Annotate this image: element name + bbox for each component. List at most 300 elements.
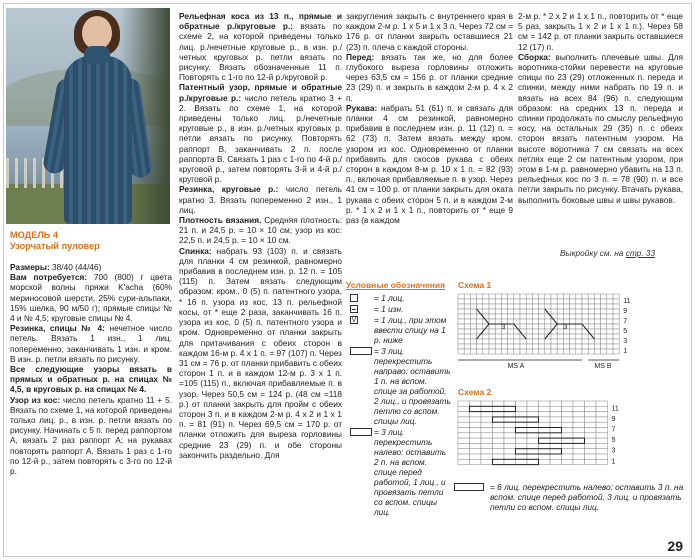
chart-cell bbox=[489, 319, 495, 324]
text-column-3 bbox=[346, 11, 513, 225]
legend-item bbox=[346, 346, 451, 426]
paragraph-heading: Резинка, круговые р.: bbox=[179, 184, 279, 195]
chart-cell bbox=[481, 406, 493, 411]
paragraph-text: 2-м р. * 2 х 2 и 1 х 1 п., повторить от * еще 5 раз, закрыть 1 х 2 и 1 х 1 п.). Через 58 см = 142 р. от планки закрыть оставшиеся 12 (17) п. bbox=[518, 11, 683, 52]
chart-cell bbox=[585, 422, 597, 427]
chart-cell bbox=[539, 344, 545, 349]
chart-cell bbox=[489, 304, 495, 309]
chart-cell bbox=[539, 417, 551, 422]
row-number-label: 1 bbox=[623, 348, 628, 355]
chart-cell bbox=[477, 339, 483, 344]
chart-cell bbox=[526, 349, 532, 354]
chart-cell bbox=[458, 422, 470, 427]
chart-cell bbox=[539, 459, 551, 464]
chart-cell bbox=[550, 401, 562, 406]
chart-cell bbox=[563, 304, 569, 309]
chart-cell bbox=[526, 329, 532, 334]
chart-cell bbox=[481, 433, 493, 438]
row-number-label: 5 bbox=[611, 437, 616, 445]
chart-cell bbox=[481, 401, 493, 406]
row-number-label: 1 bbox=[611, 458, 616, 466]
chart-cell bbox=[585, 401, 597, 406]
chart-cell bbox=[532, 324, 538, 329]
chart-cell bbox=[520, 324, 526, 329]
chart-cell bbox=[458, 299, 464, 304]
chart-cell bbox=[504, 412, 516, 417]
chart-cell bbox=[562, 443, 574, 448]
chart-cell bbox=[458, 334, 464, 339]
chart-cell bbox=[562, 433, 574, 438]
chart-cell bbox=[504, 449, 516, 454]
paragraph bbox=[10, 262, 172, 272]
chart-cell bbox=[470, 324, 476, 329]
chart-cell bbox=[607, 329, 613, 334]
chart-cell bbox=[514, 339, 520, 344]
chart-cell bbox=[464, 294, 470, 299]
chart-cell bbox=[458, 314, 464, 319]
chart-cell bbox=[526, 309, 532, 314]
chart-cell bbox=[514, 294, 520, 299]
chart-cell bbox=[458, 304, 464, 309]
chart-cell bbox=[470, 299, 476, 304]
paragraph-text: нечетное число петель. Вязать 1 изн., 1 лиц. попеременно, заканчивать 1 изн. и кром. В изн. р. петли вязать по рисунку. bbox=[10, 323, 172, 364]
chart-cell bbox=[550, 454, 562, 459]
chart-cell bbox=[576, 334, 582, 339]
chart-cell bbox=[557, 299, 563, 304]
chart-cell bbox=[551, 344, 557, 349]
chart-cell bbox=[470, 433, 482, 438]
chart-cell bbox=[489, 344, 495, 349]
chart-cell bbox=[601, 339, 607, 344]
chart-cell bbox=[493, 406, 505, 411]
pattern-reference bbox=[560, 248, 655, 258]
chart-cell bbox=[470, 422, 482, 427]
chart-cell bbox=[458, 417, 470, 422]
chart-cell bbox=[596, 422, 608, 427]
paragraph-heading: Узор из кос: bbox=[10, 394, 61, 405]
paragraph-heading: Сборка: bbox=[518, 51, 551, 62]
chart-cell bbox=[570, 329, 576, 334]
chart-cell bbox=[588, 294, 594, 299]
chart-cell bbox=[493, 412, 505, 417]
chart-cell bbox=[539, 329, 545, 334]
chart-cell bbox=[613, 309, 619, 314]
chart-cell bbox=[601, 334, 607, 339]
chart-cell bbox=[557, 309, 563, 314]
chart-cell bbox=[545, 349, 551, 354]
chart-cell bbox=[573, 417, 585, 422]
stitch-symbol-icon bbox=[350, 428, 372, 436]
chart-cell bbox=[481, 417, 493, 422]
chart-cell bbox=[495, 304, 501, 309]
chart-cell bbox=[562, 459, 574, 464]
chart-cell bbox=[562, 417, 574, 422]
chart-cell bbox=[527, 422, 539, 427]
chart-cell bbox=[489, 329, 495, 334]
chart-cell bbox=[458, 406, 470, 411]
paragraph bbox=[346, 11, 513, 52]
chart-cell bbox=[470, 401, 482, 406]
chart-cell bbox=[570, 309, 576, 314]
paragraph-text: Средняя плотность: 21 п. и 24,5 р. = 10 × 10 см; узор из кос: 22,5 п. и 24,5 р. = 10 × 10 см. bbox=[179, 215, 342, 246]
chart-cell bbox=[607, 304, 613, 309]
chart-cell bbox=[458, 324, 464, 329]
chart-cell bbox=[563, 314, 569, 319]
chart-cell bbox=[573, 406, 585, 411]
chart-cell bbox=[607, 319, 613, 324]
paragraph-text: число петель кратно 3 + 2. Вязать по схеме 1, на которой приведены только лиц. р./нечетные круговые р., в изн. р./четных круговых р. петли вязать по рисунку. Повторять раппорт В, заканчивать 2 п. после раппорта В. Связать 1 раз с 1-го по 4-й р./круговой р., затем повторять 3-й и 4-й р./круговой р. bbox=[179, 92, 342, 185]
chart-cell bbox=[613, 294, 619, 299]
chart-cell bbox=[532, 334, 538, 339]
chart-cell bbox=[520, 314, 526, 319]
chart-cell bbox=[493, 422, 505, 427]
paragraph bbox=[10, 272, 172, 323]
chart-cell bbox=[495, 294, 501, 299]
chart-cell bbox=[601, 324, 607, 329]
chart-cell bbox=[582, 349, 588, 354]
chart-cell bbox=[458, 294, 464, 299]
chart-cell bbox=[470, 443, 482, 448]
chart-cell bbox=[582, 334, 588, 339]
chart-cell bbox=[520, 344, 526, 349]
chart-cell bbox=[483, 334, 489, 339]
chart-cell bbox=[493, 454, 505, 459]
chart-cell bbox=[550, 443, 562, 448]
chart-cell bbox=[585, 406, 597, 411]
chart-cell bbox=[527, 438, 539, 443]
chart-cell bbox=[585, 454, 597, 459]
text-column-1 bbox=[10, 262, 172, 476]
chart-cell bbox=[562, 438, 574, 443]
chart-cell bbox=[545, 324, 551, 329]
chart-cell bbox=[613, 304, 619, 309]
chart-cell bbox=[526, 339, 532, 344]
chart-cell bbox=[539, 299, 545, 304]
chart-cell bbox=[520, 309, 526, 314]
chart-cell bbox=[483, 309, 489, 314]
cable-6-icon bbox=[454, 483, 484, 491]
chart-cell bbox=[501, 309, 507, 314]
chart-cell bbox=[550, 433, 562, 438]
chart-cell bbox=[516, 459, 528, 464]
chart-cell bbox=[585, 417, 597, 422]
chart-cell bbox=[613, 324, 619, 329]
chart-cell bbox=[576, 309, 582, 314]
chart-cell bbox=[582, 309, 588, 314]
chart-cell bbox=[551, 309, 557, 314]
chart-cell bbox=[489, 299, 495, 304]
chart-cell bbox=[508, 334, 514, 339]
chart-cell bbox=[458, 412, 470, 417]
photo-face bbox=[82, 16, 112, 50]
chart-cell bbox=[493, 417, 505, 422]
chart-cell bbox=[527, 433, 539, 438]
chart-cell bbox=[458, 349, 464, 354]
chart-cell bbox=[573, 443, 585, 448]
chart-cell bbox=[520, 339, 526, 344]
paragraph-heading: Размеры: bbox=[10, 262, 50, 272]
chart-cell bbox=[545, 319, 551, 324]
chart-cell bbox=[601, 304, 607, 309]
schema-2-title: Схема 2 bbox=[458, 387, 492, 397]
chart-cell bbox=[470, 406, 482, 411]
chart-cell bbox=[470, 438, 482, 443]
model-title: МОДЕЛЬ 4 bbox=[10, 230, 59, 240]
legend-list bbox=[346, 293, 451, 518]
chart-cell bbox=[539, 319, 545, 324]
chart-cell bbox=[596, 412, 608, 417]
chart-cell bbox=[562, 422, 574, 427]
chart-cell bbox=[596, 401, 608, 406]
chart-cell bbox=[458, 428, 470, 433]
chart-cell bbox=[516, 401, 528, 406]
chart-cell bbox=[483, 339, 489, 344]
chart-cell bbox=[594, 294, 600, 299]
paragraph bbox=[518, 11, 683, 52]
paragraph-text: закругления закрыть с внутреннего края в каждом 2-м р. 1 х 5 и 1 х 3 п. Через 72 см = 176 р. от планки закрыть оставшиеся 21 (23) п. плеча с каждой стороны. bbox=[346, 11, 513, 52]
chart-cell bbox=[576, 344, 582, 349]
chart-cell bbox=[527, 454, 539, 459]
chart-cell bbox=[520, 299, 526, 304]
paragraph-text: 38/40 (44/46) bbox=[49, 262, 102, 272]
chart-cell bbox=[516, 449, 528, 454]
chart-cell bbox=[570, 324, 576, 329]
chart-cell bbox=[508, 319, 514, 324]
schema-1-title: Схема 1 bbox=[458, 280, 492, 290]
chart-cell bbox=[464, 329, 470, 334]
chart-cell bbox=[557, 339, 563, 344]
chart-cell bbox=[470, 304, 476, 309]
chart-cell bbox=[607, 294, 613, 299]
chart-cell bbox=[458, 344, 464, 349]
model-photo bbox=[6, 8, 170, 224]
chart-cell bbox=[585, 443, 597, 448]
chart-cell bbox=[458, 459, 470, 464]
chart-cell bbox=[594, 344, 600, 349]
photo-collar bbox=[84, 46, 110, 64]
chart-cell bbox=[573, 401, 585, 406]
chart-cell bbox=[570, 339, 576, 344]
chart-cell bbox=[516, 406, 528, 411]
chart-cell bbox=[562, 454, 574, 459]
chart-cell bbox=[570, 294, 576, 299]
chart-cell bbox=[532, 339, 538, 344]
chart-cell bbox=[526, 334, 532, 339]
chart-cell bbox=[594, 299, 600, 304]
chart-cell bbox=[532, 319, 538, 324]
chart-cell bbox=[607, 349, 613, 354]
chart-cell bbox=[582, 294, 588, 299]
chart-cell bbox=[470, 329, 476, 334]
chart-cell bbox=[516, 443, 528, 448]
chart-cell bbox=[477, 344, 483, 349]
paragraph bbox=[10, 323, 172, 364]
chart-cell bbox=[596, 433, 608, 438]
chart-cell bbox=[516, 422, 528, 427]
chart-cell bbox=[493, 438, 505, 443]
chart-cell bbox=[527, 417, 539, 422]
chart-cell bbox=[481, 454, 493, 459]
chart-cell bbox=[582, 299, 588, 304]
chart-cell bbox=[493, 401, 505, 406]
chart-cell bbox=[563, 299, 569, 304]
chart-cell bbox=[576, 349, 582, 354]
chart-cell bbox=[501, 314, 507, 319]
chart-cell bbox=[557, 344, 563, 349]
schema-2-chart bbox=[456, 399, 682, 475]
chart-cell bbox=[477, 304, 483, 309]
chart-cell bbox=[470, 412, 482, 417]
row-number-label: 9 bbox=[611, 415, 616, 423]
paragraph-text: набрать 93 (103) п. и связать для планки 4 см резинкой, равномерно прибавив в последнем изн. р. 12 п. = 105 (115) п. Затем вязать следующим образом: кром., 0 (5) п. патентного узора, * 16 п. узора из кос, 13 п. рельефной косы, от * еще 2 раза, заканчивать 16 п. узора из кос, 0 (5) п. патентного узора и кром. Одновременно от планки закрыть для притачивания с обеих сторон в каждом 16-м р. 4 х 1 п. = 97 (107) п. Через 31 см = 76 р. от планки прибавить с обеих сторон 1 п. и в каждом 12-м р. 3 х 1 п. =105 (115) п., включая прибавляемые п. в узор. Через 50,5 см = 124 р. (48 см =118 р.) от планки закрыть для пройм с обеих сторон 3 п. и в каждом 2-м р. 4 х 2 и 1 х 1 п. = 81 (91) п. Через 69,5 см = 170 р. от планки отложить для выреза горловины средние 23 (29) п. и обе стороны закончить раздельно. Для bbox=[179, 245, 342, 460]
chart-cell bbox=[576, 329, 582, 334]
paragraph bbox=[179, 82, 342, 184]
chart-cell bbox=[489, 339, 495, 344]
legend-wide-cable bbox=[454, 482, 686, 512]
chart-cell bbox=[526, 319, 532, 324]
chart-cell bbox=[594, 319, 600, 324]
chart-cell bbox=[470, 428, 482, 433]
chart-cell bbox=[539, 422, 551, 427]
legend-item bbox=[346, 304, 451, 314]
chart-cell bbox=[582, 319, 588, 324]
chart-cell bbox=[573, 433, 585, 438]
row-number-label: 7 bbox=[611, 426, 616, 434]
chart-cell bbox=[481, 412, 493, 417]
paragraph bbox=[179, 184, 342, 215]
chart-cell bbox=[573, 438, 585, 443]
chart-cell bbox=[514, 299, 520, 304]
chart-cell bbox=[557, 334, 563, 339]
chart-cell bbox=[504, 406, 516, 411]
paragraph-heading: Перед: bbox=[346, 51, 375, 62]
chart-mark-label: 3 bbox=[501, 324, 506, 331]
chart-cell bbox=[520, 304, 526, 309]
chart-cell bbox=[576, 324, 582, 329]
chart-cell bbox=[596, 454, 608, 459]
chart-cell bbox=[527, 443, 539, 448]
chart-cell bbox=[516, 412, 528, 417]
chart-cell bbox=[557, 304, 563, 309]
paragraph bbox=[518, 52, 683, 205]
chart-cell bbox=[470, 344, 476, 349]
chart-cell bbox=[493, 433, 505, 438]
paragraph bbox=[179, 246, 342, 460]
chart-cell bbox=[527, 459, 539, 464]
chart-cell bbox=[539, 449, 551, 454]
chart-cell bbox=[504, 422, 516, 427]
chart-cell bbox=[495, 344, 501, 349]
chart-cell bbox=[588, 324, 594, 329]
chart-cell bbox=[493, 428, 505, 433]
chart-cell bbox=[562, 449, 574, 454]
chart-cell bbox=[550, 422, 562, 427]
chart-cell bbox=[516, 454, 528, 459]
chart-cell bbox=[588, 299, 594, 304]
chart-cell bbox=[508, 309, 514, 314]
chart-cell bbox=[527, 406, 539, 411]
chart-cell bbox=[573, 459, 585, 464]
chart-cell bbox=[526, 324, 532, 329]
chart-cell bbox=[576, 319, 582, 324]
chart-cell bbox=[613, 334, 619, 339]
chart-cell bbox=[557, 314, 563, 319]
chart-cell bbox=[562, 401, 574, 406]
chart-cell bbox=[477, 299, 483, 304]
chart-cell bbox=[596, 459, 608, 464]
chart-cell bbox=[594, 349, 600, 354]
chart-cell bbox=[516, 428, 528, 433]
chart-cell bbox=[562, 428, 574, 433]
chart-cell bbox=[582, 304, 588, 309]
chart-cell bbox=[594, 329, 600, 334]
chart-cell bbox=[508, 324, 514, 329]
chart-cell bbox=[585, 433, 597, 438]
chart-cell bbox=[527, 401, 539, 406]
legend-text: = 3 лиц. перекрестить налево: оставить 2 п. на вспом. спице перед работой, 1 лиц., и провязать петли со вспом. спицы лиц. bbox=[374, 427, 447, 517]
chart-cell bbox=[551, 334, 557, 339]
chart-cell bbox=[573, 412, 585, 417]
chart-cell bbox=[458, 309, 464, 314]
legend-item bbox=[346, 315, 451, 345]
chart-cell bbox=[481, 449, 493, 454]
chart-cell bbox=[594, 339, 600, 344]
chart-cell bbox=[588, 349, 594, 354]
chart-cell bbox=[470, 339, 476, 344]
stitch-symbol-icon bbox=[350, 347, 372, 355]
chart-cell bbox=[557, 294, 563, 299]
chart-cell bbox=[464, 344, 470, 349]
paragraph-heading: Все следующие узоры вязать в прямых и обратных р. на спицах № 4,5, в круговых р. на спицах № 4. bbox=[10, 364, 172, 395]
chart-cell bbox=[551, 294, 557, 299]
chart-cell bbox=[470, 349, 476, 354]
chart-cell bbox=[539, 349, 545, 354]
chart-cell bbox=[504, 454, 516, 459]
chart-cell bbox=[585, 449, 597, 454]
row-number-label: 3 bbox=[623, 338, 628, 345]
chart-cell bbox=[501, 339, 507, 344]
chart-cell bbox=[470, 314, 476, 319]
chart-cell bbox=[483, 349, 489, 354]
chart-cell bbox=[594, 314, 600, 319]
chart-cell bbox=[504, 401, 516, 406]
chart-cell bbox=[458, 449, 470, 454]
chart-cell bbox=[495, 299, 501, 304]
chart-cell bbox=[458, 329, 464, 334]
chart-cell bbox=[596, 417, 608, 422]
chart-cell bbox=[470, 294, 476, 299]
stitch-symbol-icon bbox=[350, 294, 358, 302]
chart-cell bbox=[570, 304, 576, 309]
chart-cell bbox=[550, 438, 562, 443]
chart-cell bbox=[576, 299, 582, 304]
paragraph-heading: Рельефная коса из 13 п., прямые и обратные р./круговые р.: bbox=[179, 11, 342, 32]
paragraph bbox=[346, 52, 513, 103]
chart-cell bbox=[508, 344, 514, 349]
paragraph-text: вязать так же, но для более глубокого выреза горловины отложить через 63,5 см = 156 р. от планки средние 23 (29) п. и закрыть в каждом 2-м р. 4 х 2 п. bbox=[346, 51, 513, 103]
chart-cell bbox=[514, 349, 520, 354]
chart-cell bbox=[526, 344, 532, 349]
chart-cell bbox=[613, 299, 619, 304]
chart-cell bbox=[563, 339, 569, 344]
pattern-reference-link[interactable]: стр. 33 bbox=[625, 248, 656, 258]
chart-cell bbox=[489, 324, 495, 329]
chart-cell bbox=[594, 309, 600, 314]
chart-cell bbox=[601, 319, 607, 324]
chart-cell bbox=[601, 349, 607, 354]
row-number-label: 5 bbox=[623, 328, 628, 335]
chart-cell bbox=[588, 314, 594, 319]
